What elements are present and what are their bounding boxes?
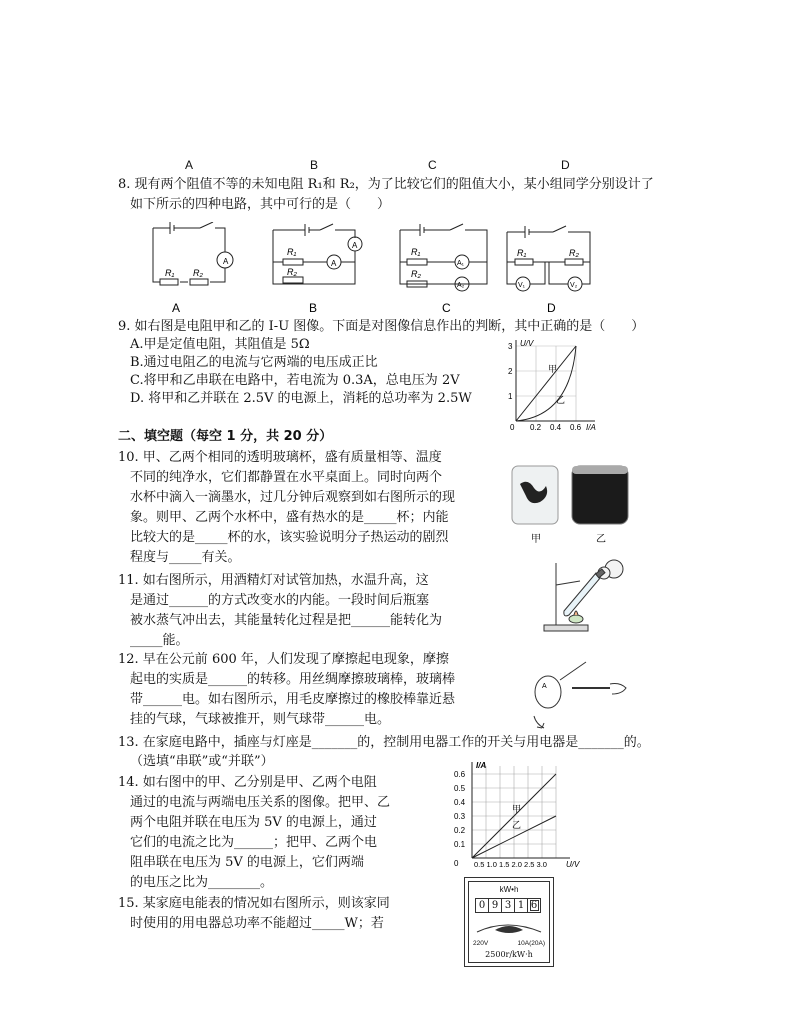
q14-line6: 的电压之比为________。 [130, 875, 274, 890]
circuit-a-ammeter-label: A [223, 257, 229, 266]
q14-xticks: 0.5 1.0 1.5 2.0 2.5 3.0 [474, 860, 547, 869]
meter-digit: 3 [502, 898, 515, 913]
q14-iu-graph [442, 760, 592, 872]
prev-option-a: A [185, 158, 194, 172]
q14-line4: 它们的电流之比为______；把甲、乙两个电 [130, 835, 378, 850]
q8-line1: 8. 现有两个阻值不等的未知电阻 R₁和 R₂，为了比较它们的阻值大小，某小组同学分别设计了 [118, 177, 654, 192]
q12-line2: 起电的实质是______的转移。用丝绸摩擦玻璃棒，玻璃棒 [130, 672, 456, 687]
meter-disc-icon [473, 918, 545, 938]
q10-jia-caption: 甲 [531, 534, 541, 545]
circuit-b-r1-label: R₁ [287, 247, 297, 257]
q15-line2: 时使用的用电器总功率不能超过_____W；若 [130, 916, 384, 931]
circuit-b-ammeter2-label: A [331, 259, 337, 268]
circuit-c-caption: C [442, 301, 451, 315]
circuit-c-a1-label: A₁ [457, 260, 465, 267]
circuit-b-ammeter-label: A [352, 241, 358, 250]
circuit-d-caption: D [547, 301, 556, 315]
circuit-d-r2-label: R₂ [569, 248, 579, 258]
q13-line2: （选填“串联”或“并联”） [130, 754, 274, 769]
q14-x-axis-label: U/V [566, 860, 580, 869]
q10-line4: 象。则甲、乙两个水杯中，盛有热水的是_____杯；内能 [130, 510, 449, 525]
q14-ytick-03: 0.3 [454, 812, 466, 821]
q10-line6: 程度与_____有关。 [130, 550, 241, 565]
q14-jia-label: 甲 [512, 804, 522, 814]
q14-line2: 通过的电流与两端电压关系的图像。把甲、乙 [130, 795, 391, 810]
circuit-c-r1-label: R₁ [411, 247, 421, 257]
energy-meter [464, 877, 554, 967]
q9-option-b: B.通过电阻乙的电流与它两端的电压成正比 [130, 355, 378, 370]
q10-yi-caption: 乙 [596, 534, 606, 545]
q11-test-tube-figure [530, 555, 630, 637]
q10-ink-cups-figure [508, 462, 638, 548]
q9-ytick-2: 2 [508, 367, 513, 376]
meter-digit-decimal: 6 [528, 898, 541, 913]
q9-jia-label: 甲 [548, 364, 558, 374]
q10-line1: 10. 甲、乙两个相同的透明玻璃杯，盛有质量相等、温度 [118, 450, 442, 465]
circuit-b-caption: B [309, 301, 318, 315]
q13-line1: 13. 在家庭电路中，插座与灯座是_______的，控制用电器工作的开关与用电器是_______的。 [118, 735, 650, 750]
circuit-a-caption: A [172, 301, 181, 315]
q9-xtick-06: 0.6 [570, 423, 582, 432]
prev-option-b: B [310, 158, 319, 172]
q11-line2: 是通过______的方式改变水的内能。一段时间后瓶塞 [130, 593, 430, 608]
q15-line1: 15. 某家庭电能表的情况如右图所示，则该家同 [118, 896, 390, 911]
prev-option-d: D [561, 158, 570, 172]
q14-ytick-06: 0.6 [454, 770, 466, 779]
q9-iu-graph [500, 338, 620, 434]
circuit-c-a2-label: A₂ [457, 282, 465, 289]
q9-origin: 0 [510, 423, 515, 432]
circuit-d-v1-label: V₁ [518, 282, 526, 289]
circuit-d-v2-label: V₂ [570, 282, 578, 289]
q9-option-c: C.将甲和乙串联在电路中，若电流为 0.3A，总电压为 2V [130, 373, 460, 388]
meter-current: 10A(20A) [517, 940, 545, 947]
q11-line1: 11. 如右图所示，用酒精灯对试管加热，水温升高，这 [118, 573, 429, 588]
circuit-c-r2-label: R₂ [411, 269, 421, 279]
meter-revolutions: 2500r/kW·h [485, 950, 533, 959]
q10-line2: 不同的纯净水，它们都静置在水平桌面上。同时向两个 [130, 470, 443, 485]
circuit-b-r2-label: R₂ [287, 267, 297, 277]
meter-unit: kW•h [499, 885, 519, 894]
q12-balloon-figure [526, 658, 636, 738]
q14-ytick-01: 0.1 [454, 840, 466, 849]
q14-origin: 0 [454, 859, 459, 868]
meter-digit: 0 [475, 898, 489, 913]
q9-ytick-1: 1 [508, 392, 513, 401]
q10-line5: 比较大的是_____杯的水，该实验说明分子热运动的剧烈 [130, 530, 449, 545]
q11-line4: _____能。 [130, 633, 189, 648]
q12-line4: 挂的气球，气球被推开，则气球带______电。 [130, 712, 391, 727]
q9-x-axis-label: I/A [586, 423, 596, 432]
q14-ytick-04: 0.4 [454, 798, 466, 807]
meter-voltage: 220V [473, 940, 489, 947]
q9-y-axis-label: U/V [520, 339, 534, 348]
q14-y-axis-label: I/A [476, 761, 487, 770]
q12-line1: 12. 早在公元前 600 年，人们发现了摩擦起电现象，摩擦 [118, 652, 449, 667]
q9-option-d: D. 将甲和乙并联在 2.5V 的电源上，消耗的总功率为 2.5W [130, 391, 472, 406]
q9-option-a: A.甲是定值电阻，其阻值是 5Ω [130, 337, 310, 352]
meter-digit: 9 [489, 898, 502, 913]
q12-line3: 带______电。如右图所示，用毛皮摩擦过的橡胶棒靠近悬 [130, 692, 456, 707]
circuit-d-r1-label: R₁ [517, 248, 527, 258]
prev-option-c: C [428, 158, 437, 172]
q8-circuits [145, 222, 615, 318]
meter-digits [475, 898, 541, 913]
meter-digit: 1 [515, 898, 528, 913]
q9-ytick-3: 3 [508, 342, 513, 351]
q14-line5: 阻串联在电压为 5V 的电源上，它们两端 [130, 855, 364, 870]
q10-line3: 水杯中滴入一滴墨水，过几分钟后观察到如右图所示的现 [130, 490, 456, 505]
q9-xtick-04: 0.4 [550, 423, 562, 432]
q14-ytick-02: 0.2 [454, 826, 466, 835]
circuit-a-r1-label: R₁ [165, 268, 175, 278]
q9-line1: 9. 如右图是电阻甲和乙的 I-U 图像。下面是对图像信息作出的判断，其中正确的是（ ） [118, 319, 645, 334]
q9-xtick-02: 0.2 [530, 423, 542, 432]
q14-ytick-05: 0.5 [454, 784, 466, 793]
circuit-a-r2-label: R₂ [193, 268, 203, 278]
q12-balloon-label: A [542, 683, 547, 690]
q14-line3: 两个电阻并联在电压为 5V 的电源上，通过 [130, 815, 377, 830]
q14-line1: 14. 如右图中的甲、乙分别是甲、乙两个电阻 [118, 775, 377, 790]
q14-yi-label: 乙 [512, 820, 522, 830]
q8-line2: 如下所示的四种电路，其中可行的是（ ） [130, 197, 391, 212]
q9-yi-label: 乙 [556, 395, 566, 405]
section2-heading: 二、填空题（每空 1 分，共 20 分） [118, 429, 333, 444]
q11-line3: 被水蒸气冲出去，其能量转化过程是把______能转化为 [130, 613, 443, 628]
